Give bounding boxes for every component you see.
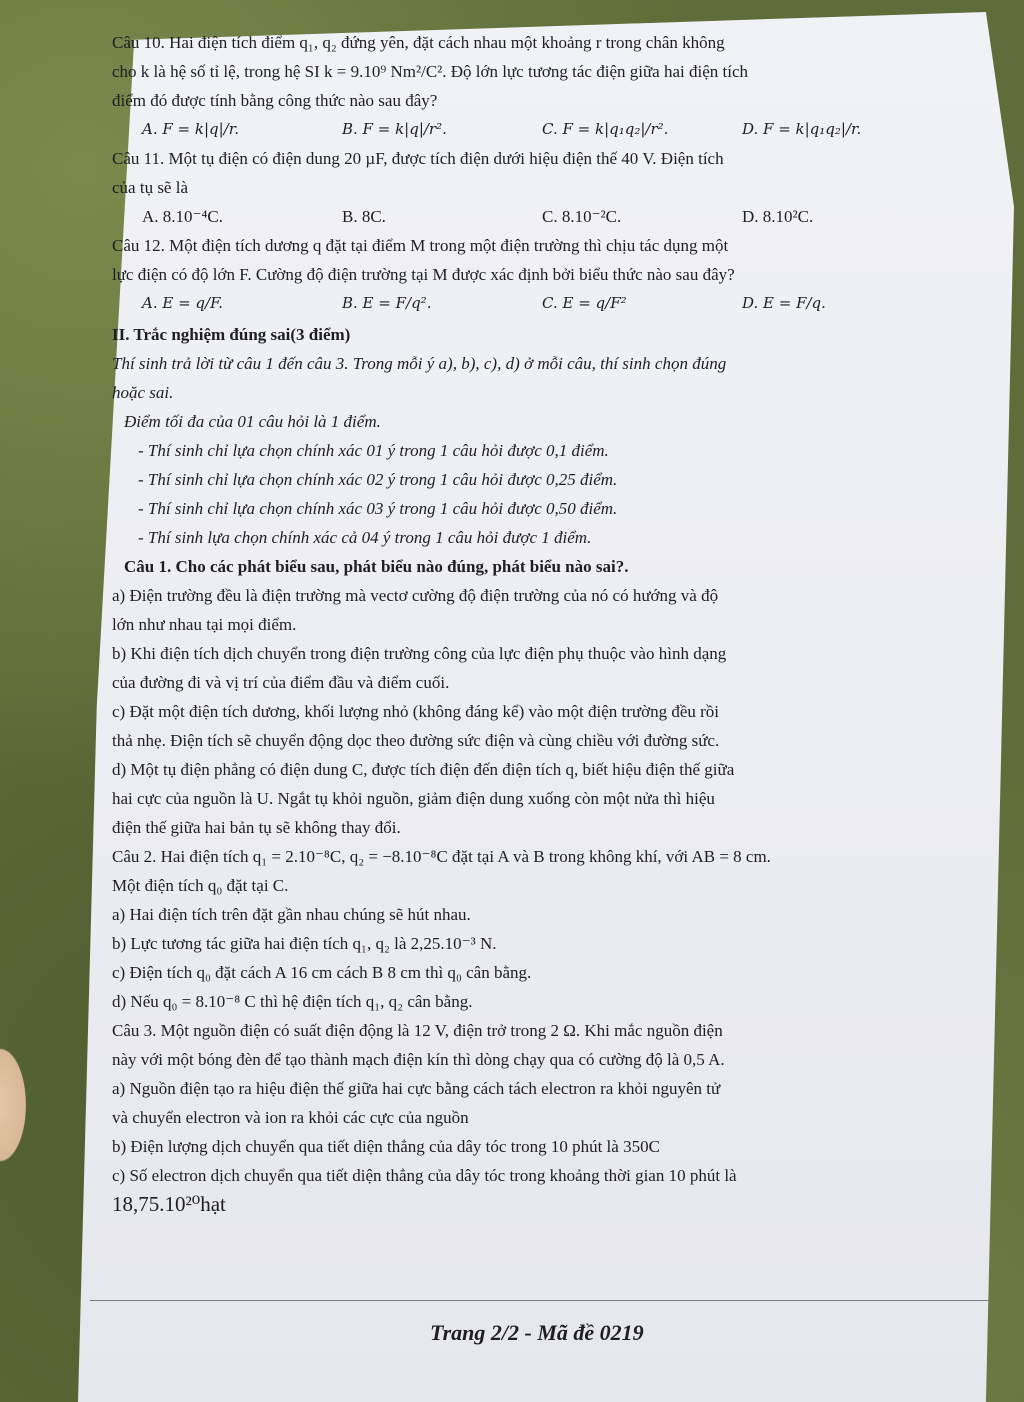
c3-c-line2: 18,75.10²⁰hạt — [112, 1192, 226, 1216]
c1-c-line2: thả nhẹ. Điện tích sẽ chuyển động dọc theo đường sức điện và cùng chiều với đường sức. — [112, 731, 720, 750]
q11-line2: của tụ sẽ là — [112, 178, 188, 197]
c1-b-line1: b) Khi điện tích dịch chuyển trong điện trường công của lực điện phụ thuộc vào hình dạng — [112, 644, 727, 663]
q12-option-d: D. E = F/q. — [742, 294, 826, 312]
part2-intro-2: hoặc sai. — [112, 383, 174, 402]
c2-d: d) Nếu q₀ = 8.10⁻⁸ C thì hệ điện tích q₁, q₂ cân bằng. — [112, 992, 473, 1011]
q11-option-c: C. 8.10⁻²C. — [542, 207, 622, 226]
footer-divider — [90, 1300, 990, 1301]
q11-option-d: D. 8.10²C. — [742, 207, 814, 226]
c3-c-line1: c) Số electron dịch chuyển qua tiết diện thẳng của dây tóc trong khoảng thời gian 10 phút là — [112, 1166, 737, 1185]
c1-d-line3: điện thế giữa hai bản tụ sẽ không thay đổi. — [112, 818, 401, 837]
c3-a-line2: và chuyển electron và ion ra khỏi các cực của nguồn — [112, 1108, 469, 1127]
part2-intro-1: Thí sinh trả lời từ câu 1 đến câu 3. Trong mỗi ý a), b), c), d) ở mỗi câu, thí sinh chọn đúng — [112, 354, 727, 373]
page-footer: Trang 2/2 - Mã đề 0219 — [430, 1320, 644, 1345]
c3-a-line1: a) Nguồn điện tạo ra hiệu điện thế giữa hai cực bằng cách tách electron ra khỏi nguyên tử — [112, 1079, 721, 1098]
c1-c-line1: c) Đặt một điện tích dương, khối lượng nhỏ (không đáng kể) vào một điện trường đều rồi — [112, 702, 720, 721]
q10-line3: điểm đó được tính bằng công thức nào sau đây? — [112, 91, 438, 110]
part2-rule-3: - Thí sinh chỉ lựa chọn chính xác 03 ý trong 1 câu hỏi được 0,50 điểm. — [138, 499, 618, 518]
q10-option-d: D. F = k|q₁q₂|/r. — [742, 120, 862, 138]
q12-line2: lực điện có độ lớn F. Cường độ điện trường tại M được xác định bởi biểu thức nào sau đây? — [112, 265, 735, 284]
q11-line1: Câu 11. Một tụ điện có điện dung 20 µF, được tích điện dưới hiệu điện thế 40 V. Điện tích — [112, 149, 724, 168]
q10-option-a: A. F = k|q|/r. — [142, 120, 240, 138]
q10-option-c: C. F = k|q₁q₂|/r². — [542, 120, 669, 138]
c3-title-line1: Câu 3. Một nguồn điện có suất điện động là 12 V, điện trở trong 2 Ω. Khi mắc nguồn điện — [112, 1021, 723, 1040]
part2-heading: II. Trắc nghiệm đúng sai(3 điểm) — [112, 325, 351, 344]
q11-options — [112, 204, 952, 229]
c2-a: a) Hai điện tích trên đặt gần nhau chúng sẽ hút nhau. — [112, 905, 471, 924]
c1-d-line1: d) Một tụ điện phẳng có điện dung C, được tích điện đến điện tích q, biết hiệu điện thế giữa — [112, 760, 735, 779]
part2-rule-2: - Thí sinh chỉ lựa chọn chính xác 02 ý trong 1 câu hỏi được 0,25 điểm. — [138, 470, 618, 489]
q12-option-b: B. E = F/q². — [342, 294, 432, 312]
c1-title: Câu 1. Cho các phát biểu sau, phát biểu nào đúng, phát biểu nào sai?. — [124, 557, 629, 576]
q11-option-b: B. 8C. — [342, 207, 386, 226]
part2-rule-4: - Thí sinh lựa chọn chính xác cả 04 ý trong 1 câu hỏi được 1 điểm. — [138, 528, 592, 547]
c1-b-line2: của đường đi và vị trí của điểm đầu và điểm cuối. — [112, 673, 450, 692]
q12-line1: Câu 12. Một điện tích dương q đặt tại điểm M trong một điện trường thì chịu tác dụng một — [112, 236, 729, 255]
c2-b: b) Lực tương tác giữa hai điện tích q₁, q₂ là 2,25.10⁻³ N. — [112, 934, 497, 953]
c3-b: b) Điện lượng dịch chuyển qua tiết diện thẳng của dây tóc trong 10 phút là 350C — [112, 1137, 660, 1156]
q12-option-a: A. E = q/F. — [142, 294, 223, 312]
q11-option-a: A. 8.10⁻⁴C. — [142, 207, 224, 226]
c2-c: c) Điện tích q₀ đặt cách A 16 cm cách B 8 cm thì q₀ cân bằng. — [112, 963, 532, 982]
q12-option-c: C. E = q/F² — [542, 294, 627, 312]
c1-a-line1: a) Điện trường đều là điện trường mà vectơ cường độ điện trường của nó có hướng và độ — [112, 586, 719, 605]
c2-line2: Một điện tích q₀ đặt tại C. — [112, 876, 289, 895]
thumb — [0, 1040, 30, 1170]
part2-max-score: Điểm tối đa của 01 câu hỏi là 1 điểm. — [124, 412, 381, 431]
q12-options — [112, 291, 952, 316]
c2-title: Câu 2. Hai điện tích q₁ = 2.10⁻⁸C, q₂ = −8.10⁻⁸C đặt tại A và B trong không khí, với AB = 8 cm. — [112, 847, 771, 866]
q10-line1: Câu 10. Hai điện tích điểm q₁, q₂ đứng yên, đặt cách nhau một khoảng r trong chân không — [112, 33, 725, 52]
q10-line2: cho k là hệ số tỉ lệ, trong hệ SI k = 9.10⁹ Nm²/C². Độ lớn lực tương tác điện giữa hai điện tích — [112, 62, 748, 81]
c1-d-line2: hai cực của nguồn là U. Ngắt tụ khỏi nguồn, giảm điện dung xuống còn một nửa thì hiệu — [112, 789, 715, 808]
c3-title-line2: này với một bóng đèn để tạo thành mạch điện kín thì dòng chạy qua có cường độ là 0,5 A. — [112, 1050, 725, 1069]
c1-a-line2: lớn như nhau tại mọi điểm. — [112, 615, 297, 634]
exam-content — [112, 30, 952, 1221]
part2-rule-1: - Thí sinh chỉ lựa chọn chính xác 01 ý trong 1 câu hỏi được 0,1 điểm. — [138, 441, 609, 460]
q10-options — [112, 117, 952, 142]
q10-option-b: B. F = k|q|/r². — [342, 120, 447, 138]
